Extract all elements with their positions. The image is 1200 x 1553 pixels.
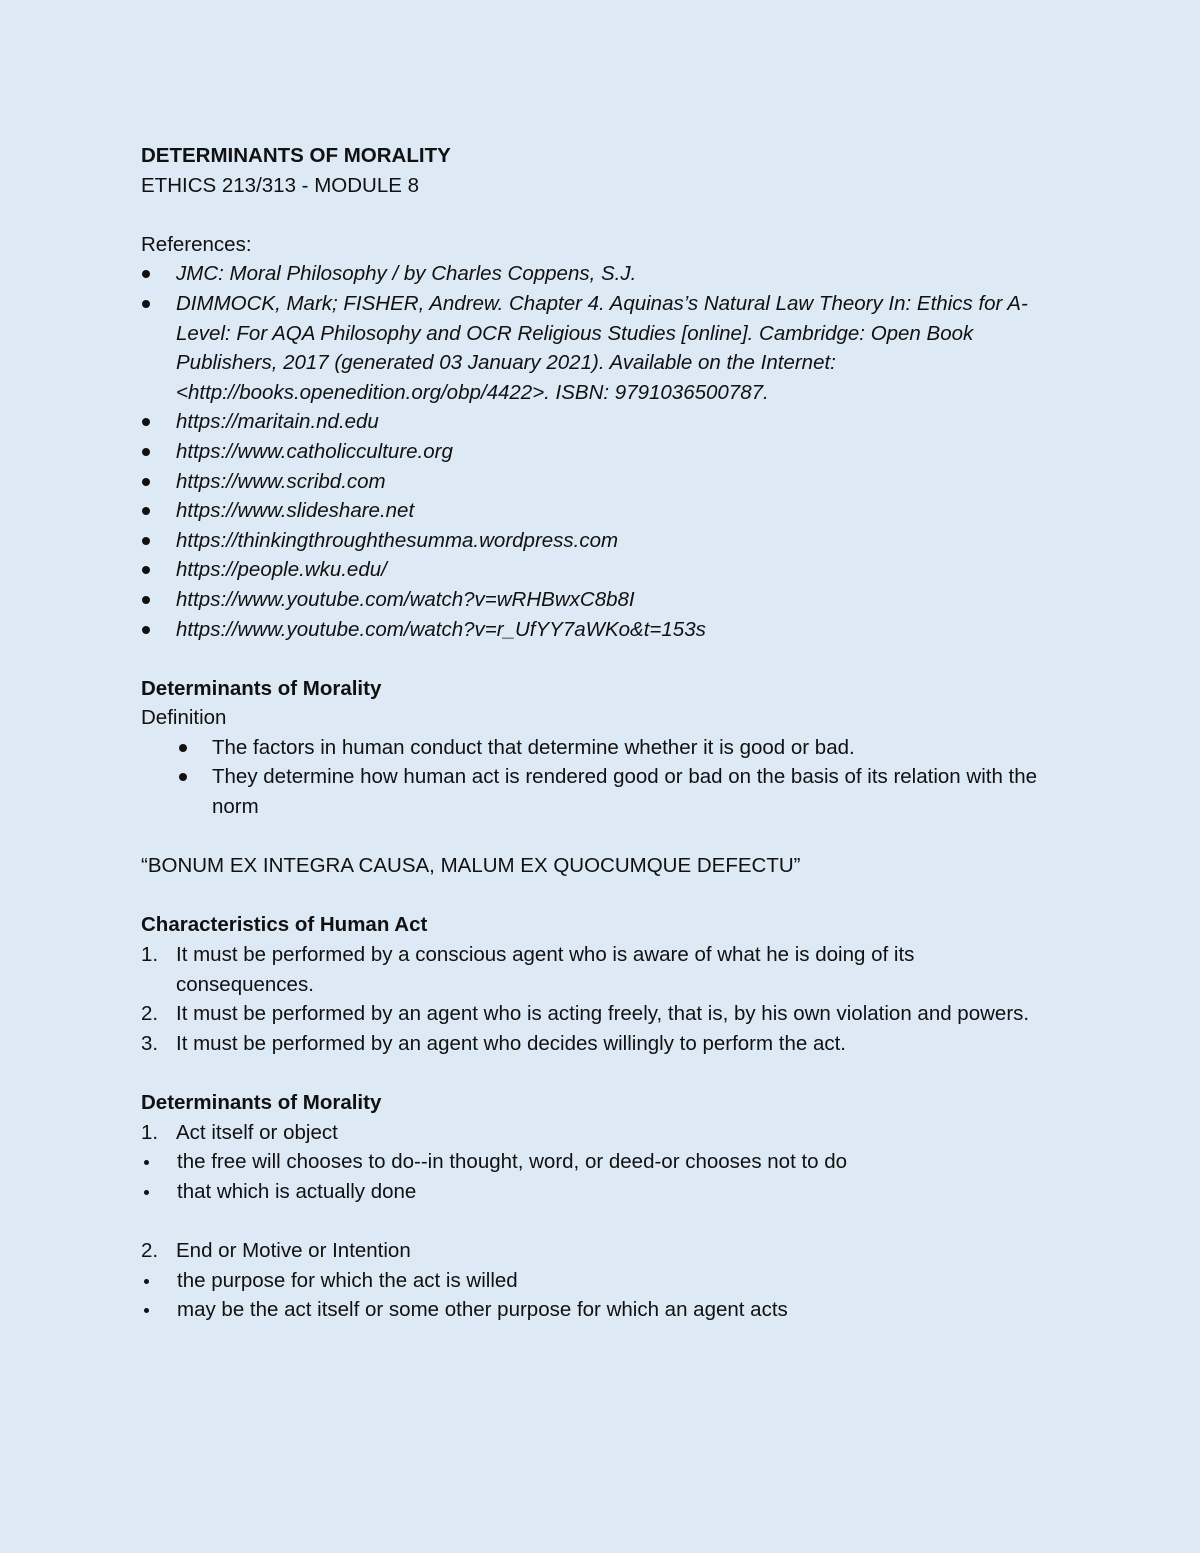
bullet-icon [144,1160,149,1165]
reference-link[interactable]: https://www.youtube.com/watch?v=r_UfYY7aWKo&t=153s [141,615,1061,645]
bullet-icon [142,566,150,574]
bullet-icon [144,1279,149,1284]
reference-link[interactable]: https://maritain.nd.edu [141,407,1061,437]
bullet-icon [142,300,150,308]
section-heading-determinants-2: Determinants of Morality [141,1091,382,1114]
bullet-icon [179,773,187,781]
bullet-icon [142,596,150,604]
determinant-label: 1. Act itself or object [141,1120,338,1144]
definition-subheading: Definition [141,706,227,730]
bullet-icon [179,744,187,752]
list-item: the purpose for which the act is willed [141,1266,1061,1296]
bullet-icon [144,1190,149,1195]
bullet-icon [142,270,150,278]
section-heading-determinants: Determinants of Morality [141,676,382,700]
list-item: may be the act itself or some other purpose for which an agent acts [141,1295,1061,1325]
list-item: The factors in human conduct that determine whether it is good or bad. [178,733,1061,763]
references-list [141,259,1061,644]
definition-list [178,733,1061,822]
document-title: DETERMINANTS OF MORALITY [141,144,451,167]
document-body [141,141,1061,1325]
reference-link[interactable]: https://thinkingthroughthesumma.wordpress.com [141,526,1061,556]
bullet-icon [144,1308,149,1313]
list-item: 1. It must be performed by a conscious agent who is aware of what he is doing of its consequences. [141,943,915,996]
bullet-icon [142,507,150,515]
reference-item: DIMMOCK, Mark; FISHER, Andrew. Chapter 4. Aquinas’s Natural Law Theory In: Ethics for A-Level: For AQA Philosophy and OCR Religious Studies [online]. Cambridge: Open Book Publishers, 2017 (generated 03 January 2021). Available on the Internet: <http://books.openedition.org/obp/4422>. ISBN: 9791036500787. [141,289,1061,407]
list-item: 3. It must be performed by an agent who decides willingly to perform the act. [141,1031,847,1055]
characteristics-list [141,940,1061,1058]
reference-link[interactable]: https://people.wku.edu/ [141,555,1061,585]
list-item: the free will chooses to do--in thought, word, or deed-or chooses not to do [141,1147,1061,1177]
bullet-icon [142,448,150,456]
list-item: 2. It must be performed by an agent who is acting freely, that is, by his own violation and powers. [141,1002,1030,1026]
latin-quote: “BONUM EX INTEGRA CAUSA, MALUM EX QUOCUMQUE DEFECTU” [141,854,801,878]
reference-item: JMC: Moral Philosophy / by Charles Coppens, S.J. [141,259,1061,289]
bullet-icon [142,478,150,486]
section-heading-characteristics: Characteristics of Human Act [141,913,428,937]
reference-link[interactable]: https://www.catholicculture.org [141,437,1061,467]
reference-link[interactable]: https://www.youtube.com/watch?v=wRHBwxC8b8I [141,585,1061,615]
list-item: They determine how human act is rendered good or bad on the basis of its relation with the norm [178,762,1062,821]
reference-link[interactable]: https://www.slideshare.net [141,496,1061,526]
reference-link[interactable]: https://www.scribd.com [141,467,1061,497]
bullet-icon [142,537,150,545]
document-subtitle: ETHICS 213/313 - MODULE 8 [141,173,419,197]
determinant-label: 2. End or Motive or Intention [141,1238,411,1262]
bullet-icon [142,418,150,426]
list-item: that which is actually done [141,1177,1061,1207]
references-heading: References: [141,232,252,256]
bullet-icon [142,626,150,634]
